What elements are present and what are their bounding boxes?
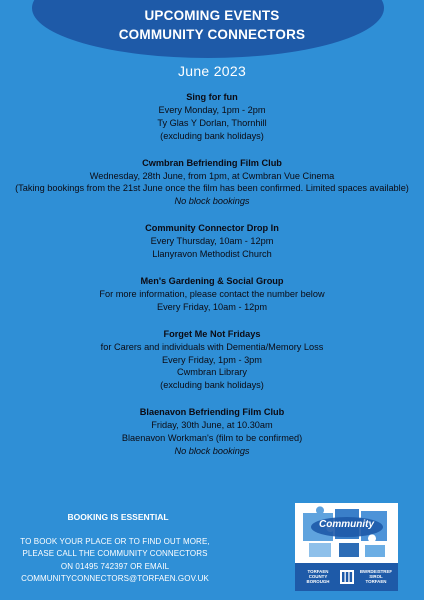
- puzzle-icon: [295, 503, 398, 563]
- event-forget-me-not: [0, 328, 424, 393]
- contact-line: PLEASE CALL THE COMMUNITY CONNECTORS: [22, 549, 208, 559]
- event-drop-in: [0, 222, 424, 261]
- event-line: Friday, 30th June, at 10.30am: [151, 420, 273, 431]
- event-line: Llanyravon Methodist Church: [152, 249, 272, 260]
- council-logo: [295, 563, 398, 591]
- event-line: Every Friday, 10am - 12pm: [156, 301, 268, 312]
- title-line-1: UPCOMING EVENTS: [144, 8, 280, 23]
- community-logo: [295, 503, 398, 591]
- event-line: (excluding bank holidays): [160, 380, 264, 391]
- council-name-welsh: [355, 569, 397, 585]
- event-cwmbran-film-club: [0, 157, 424, 209]
- event-title: Cwmbran Befriending Film Club: [142, 157, 282, 168]
- month-heading: June 2023: [177, 63, 247, 79]
- contact-line: TO BOOK YOUR PLACE OR TO FIND OUT MORE,: [20, 537, 210, 546]
- event-line: Ty Glas Y Dorlan, Thornhill: [157, 117, 267, 128]
- event-title: Community Connector Drop In: [145, 223, 279, 234]
- event-line: For more information, please contact the number below: [99, 288, 325, 299]
- event-mens-gardening: [0, 275, 424, 314]
- event-line: for Carers and individuals with Dementia/Memory Loss: [100, 341, 324, 352]
- council-line: SIROL: [369, 574, 383, 580]
- council-line: TORFAEN: [365, 579, 387, 585]
- contact-email: COMMUNITYCONNECTORS@TORFAEN.GOV.UK: [21, 573, 209, 583]
- event-line: (excluding bank holidays): [160, 130, 264, 141]
- event-line: Blaenavon Workman's (film to be confirmed): [121, 433, 303, 444]
- event-blaenavon-film-club: [0, 406, 424, 458]
- page-title: [0, 6, 424, 44]
- event-title: Men's Gardening & Social Group: [140, 275, 284, 286]
- event-line: (Taking bookings from the 21st June once the film has been confirmed. Limited spaces available): [15, 183, 409, 194]
- council-crest-icon: [339, 568, 355, 586]
- event-note: No block bookings: [174, 196, 250, 207]
- event-sing-for-fun: [0, 91, 424, 143]
- event-line: Every Thursday, 10am - 12pm: [150, 236, 274, 247]
- event-note: No block bookings: [174, 445, 250, 456]
- event-line: Cwmbran Library: [177, 367, 247, 378]
- logo-word: Community: [319, 519, 374, 530]
- council-line: COUNTY: [308, 574, 328, 580]
- title-line-2: COMMUNITY CONNECTORS: [118, 27, 306, 42]
- event-line: Every Friday, 1pm - 3pm: [162, 354, 262, 365]
- event-line: Every Monday, 1pm - 2pm: [158, 104, 266, 115]
- council-name-english: [298, 569, 338, 585]
- events-list: [0, 91, 424, 472]
- booking-notice: BOOKING IS ESSENTIAL: [67, 512, 169, 522]
- event-title: Blaenavon Befriending Film Club: [139, 407, 285, 418]
- event-title: Sing for fun: [186, 92, 238, 102]
- contact-line: ON 01495 742397 OR EMAIL: [60, 561, 170, 571]
- event-title: Forget Me Not Fridays: [163, 328, 261, 339]
- council-line: BOROUGH: [306, 579, 330, 585]
- council-line: BWRDEISTREF: [359, 569, 393, 574]
- council-line: TORFAEN: [307, 569, 329, 574]
- event-line: Wednesday, 28th June, from 1pm, at Cwmbran Vue Cinema: [89, 170, 335, 181]
- contact-info: [4, 536, 226, 585]
